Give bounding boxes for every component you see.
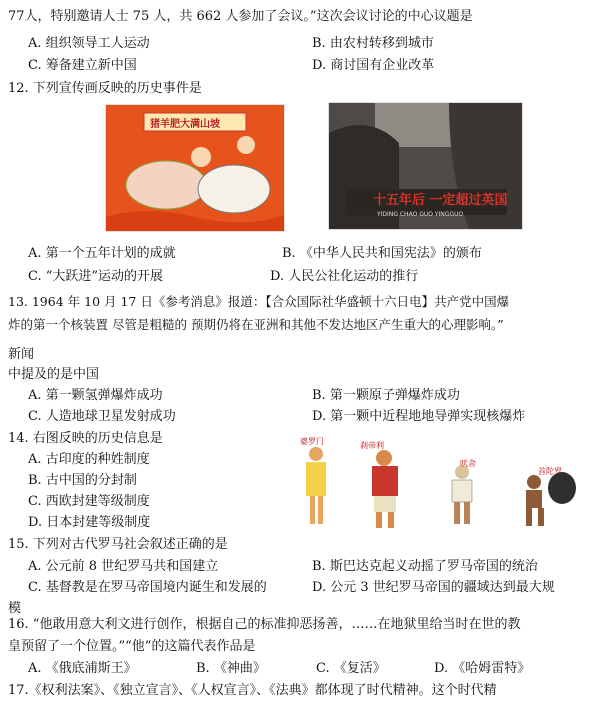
- q11-option-d: D. 商讨国有企业改革: [312, 58, 435, 73]
- q15-option-c: C. 基督教是在罗马帝国境内诞生和发展的: [28, 580, 267, 595]
- q14-stem: 14. 右图反映的历史信息是: [8, 431, 163, 446]
- q13-option-d: D. 第一颗中近程地地导弹实现核爆炸: [312, 409, 526, 424]
- q16-option-c: C. 《复活》: [316, 661, 386, 676]
- q15-option-d: D. 公元 3 世纪罗马帝国的疆域达到最大规: [312, 580, 555, 595]
- caste-label-vaishya: 吠舍: [460, 459, 476, 468]
- q14-option-d: D. 日本封建等级制度: [28, 515, 151, 530]
- caste-label-shudra: 首陀罗: [538, 467, 562, 476]
- q12-stem: 12. 下列宣传画反映的历史事件是: [8, 81, 202, 96]
- q13-option-a: A. 第一颗氢弹爆炸成功: [28, 388, 163, 403]
- caste-figures-image: [276, 432, 588, 532]
- q14-option-a: A. 古印度的种姓制度: [28, 452, 150, 467]
- q13-stem-line4: 中提及的是中国: [8, 367, 100, 382]
- caste-label-kshatriya: 刹帝利: [360, 441, 384, 450]
- q11-option-c: C. 筹备建立新中国: [28, 58, 137, 73]
- poster-left-caption: 猪羊肥大满山坡: [150, 119, 220, 130]
- q15-option-a: A. 公元前 8 世纪罗马共和国建立: [28, 559, 219, 574]
- q15-option-b: B. 斯巴达克起义动摇了罗马帝国的统治: [312, 559, 538, 574]
- q13-option-c: C. 人造地球卫星发射成功: [28, 409, 176, 424]
- caste-label-brahmin: 婆罗门: [300, 437, 324, 446]
- poster-right-caption: 十五年后 一定超过英国: [373, 193, 508, 208]
- poster-right-subcaption: YIDING CHAO GUO YINGGUO: [377, 211, 464, 218]
- q11-option-b: B. 由农村转移到城市: [312, 36, 434, 51]
- q16-stem-line1: 16. “他敢用意大利文进行创作，根据自己的标准抑恶扬善，……在地狱里给当时在世的教: [8, 617, 521, 632]
- q16-stem-line2: 皇预留了一个位置。”“他”的这篇代表作品是: [8, 639, 256, 654]
- q15-stem: 15. 下列对古代罗马社会叙述正确的是: [8, 537, 228, 552]
- poster-surpass-britain-image: [328, 102, 523, 230]
- q12-option-d: D. 人民公社化运动的推行: [270, 269, 419, 284]
- q13-stem-line2: 炸的第一个核装置 尽管是粗糙的 预期仍将在亚洲和其他不发达地区产生重大的心理影响。”: [8, 317, 504, 332]
- q17-stem: 17.《权利法案》、《独立宣言》、《人权宣言》、《法典》都体现了时代精神。这个时代精: [8, 683, 497, 698]
- poster-livestock-image: [105, 104, 285, 232]
- q13-stem-line3: 新闻: [8, 347, 35, 362]
- q11-stem-end: 77人，特别邀请人士 75 人，共 662 人参加了会议。”这次会议讨论的中心议题是: [8, 9, 473, 24]
- q14-option-c: C. 西欧封建等级制度: [28, 494, 150, 509]
- q13-stem-line1: 13. 1964 年 10 月 17 日《参考消息》报道：【合众国际社华盛顿十六日电】共产党中国爆: [8, 294, 510, 309]
- q16-option-a: A. 《俄底浦斯王》: [28, 661, 137, 676]
- q13-option-b: B. 第一颗原子弹爆炸成功: [312, 388, 460, 403]
- q16-option-b: B. 《神曲》: [196, 661, 266, 676]
- q11-option-a: A. 组织领导工人运动: [28, 36, 150, 51]
- q12-option-c: C. “大跃进”运动的开展: [28, 269, 164, 284]
- q12-option-b: B. 《中华人民共和国宪法》的颁布: [282, 246, 482, 261]
- q12-option-a: A. 第一个五年计划的成就: [28, 246, 176, 261]
- q16-option-d: D. 《哈姆雷特》: [434, 661, 531, 676]
- q15-wrap: 模: [8, 601, 22, 616]
- q14-option-b: B. 古中国的分封制: [28, 473, 137, 488]
